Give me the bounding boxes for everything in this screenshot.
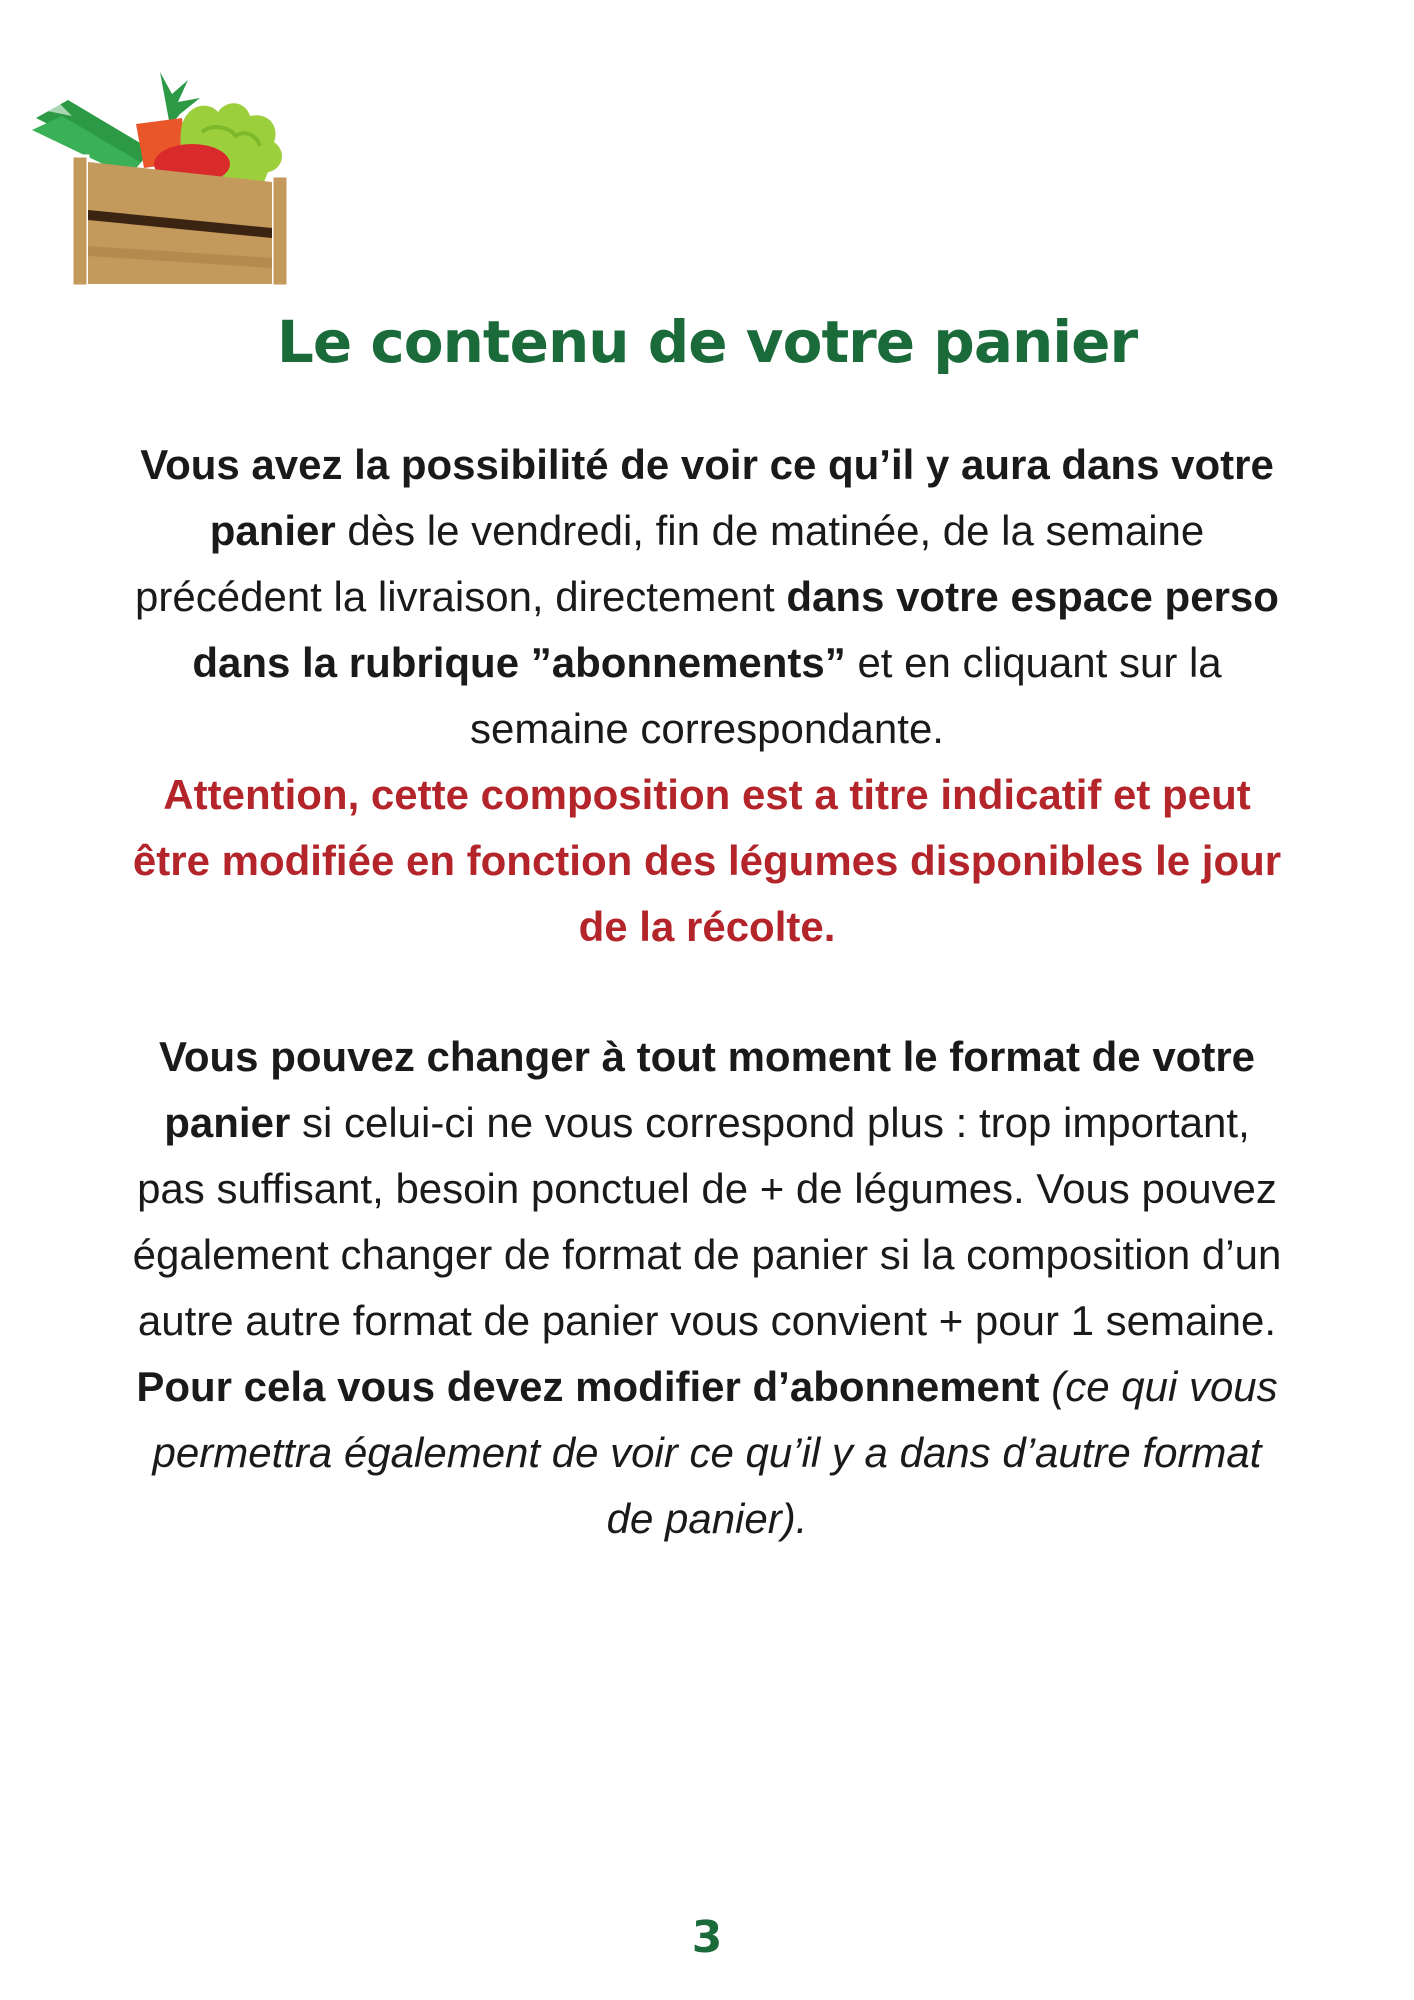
visibility-info-text: dès le vendredi, fin de matinée, de la semaine précédent la livraison, directement <box>135 507 1205 620</box>
vegetable-crate-icon <box>32 72 312 286</box>
visibility-info-end: et en cliquant sur la semaine correspondante. <box>470 639 1222 752</box>
page-title: Le contenu de votre panier <box>276 308 1138 376</box>
modify-subscription-note: (ce qui vous permettra également de voir ce qu’il y a dans d’autre format de panier). <box>152 1363 1278 1542</box>
subscriptions-section-reference: dans votre espace perso dans la rubrique ”abonnements” <box>192 573 1279 686</box>
page-number: 3 <box>691 1912 723 1963</box>
change-format-paragraph <box>130 1024 1284 1552</box>
change-format-bold: Vous pouvez changer à tout moment le format de votre panier <box>158 1033 1256 1146</box>
composition-warning: Attention, cette composition est a titre indicatif et peut être modifiée en fonction des légumes disponibles le jour de la récolte. <box>132 771 1282 950</box>
modify-subscription-bold: Pour cela vous devez modifier d’abonnement <box>136 1363 1040 1410</box>
change-format-text: si celui-ci ne vous correspond plus : trop important, pas suffisant, besoin ponctuel de + de légumes. Vous pouvez également changer de format de panier si la composition d’un autre autre format de panier vous convient + pour 1 semaine. <box>132 1099 1282 1344</box>
basket-contents-paragraph <box>130 432 1284 960</box>
visibility-info-bold: Vous avez la possibilité de voir ce qu’il y aura dans votre panier <box>140 441 1274 554</box>
